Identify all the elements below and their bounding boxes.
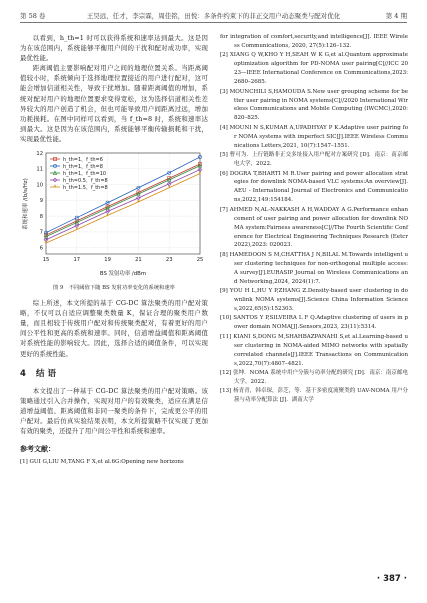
legend-item xyxy=(50,157,103,163)
header-volume: 第 58 卷 xyxy=(20,12,46,20)
data-point: * xyxy=(136,199,140,206)
body-paragraph: 以看到，h_th=1 时可以获得系统和速率达到最大。这是因为在该范围内，系统能够平衡用户间的干扰和配对成功率，实现最优性能。 xyxy=(20,34,208,63)
y-tick-label: 10 xyxy=(36,182,43,189)
x-tick-label: 25 xyxy=(196,257,204,264)
reference-item: [9] YOU H L,HU Y P,ZHANG Z.Density-based user clustering in downlink NOMA systems[J].Science China Information Sciences,2022,65(5):152303. xyxy=(220,288,408,312)
reference-item: [1] GUI G,LIU M,TANG F X,et al.6G:Opening new horizons xyxy=(20,459,184,466)
y-tick-label: 6 xyxy=(39,245,43,252)
legend-label: h_th=1，f_th=10 xyxy=(63,170,107,177)
reference-item: [8] HAMEDOON S M,CHATTHA J N,BILAL M.Towards intelligent user clustering techniques for non-orthogonal multiple access:A survey[J].EURASIP Journal on Wireless Communications and Networking,2024, 2024(1):7. xyxy=(220,251,408,285)
legend-label: h_th=1.5，f_th=8 xyxy=(63,184,108,191)
data-point: * xyxy=(198,171,202,178)
page-number: · 387 · xyxy=(376,574,407,584)
reference-item: [11] KIANI S,DONG M,SHAHBAZPANAHI S,et al.Learning-based user clustering in NOMA-aided MIMO networks with spatially correlated channels[J].IEEE Transactions on Communications,2022,70(7):4807–4821. xyxy=(220,333,408,367)
right-column xyxy=(220,33,408,405)
section-heading xyxy=(20,368,208,380)
legend-label: h_th=1，f_th=6 xyxy=(63,156,103,163)
reference-item: [2] XIANG Q W,KHO Y H,SEAH W K G,et al.Quantum approximate optimization algorithm for PD-NOMA user pairing[C]//ICC 2023—IEEE International Conference on Communications,2023:2680–2685. xyxy=(220,52,408,86)
y-tick-label: 9 xyxy=(39,198,43,205)
header-title: 王昊远，任才，李宗霖，周佳铭，田悦：多条件约束下的非正交用户动态聚类与配对优化 xyxy=(86,12,341,20)
reference-item: [3] MOUNCHILI S,HAMOUDA S.New user grouping scheme for better user pairing in NOMA systems[C]//2020 International Wireless Communications and Mobile Computing (IWCMC),2020:820–825. xyxy=(220,88,408,122)
data-point: * xyxy=(44,240,48,247)
reference-item: [7] AHMED N,AL-NAKKASH A H,WADDAY A G.Performance enhancement of user pairing and power allocation for downlink NOMA system:Fairness awareness[C]//The Fourth Scientific Conference for Electrical Engineering Techniques Research (Eetcr2022),2023: 020023. xyxy=(220,206,408,249)
legend-label: h_th=1，f_th=8 xyxy=(63,163,103,170)
legend-item xyxy=(50,185,108,191)
data-point: * xyxy=(53,185,57,192)
x-tick-label: 17 xyxy=(73,257,81,264)
reference-item: [4] MOUNI N S,KUMAR A,UPADHYAY P K.Adaptive user pairing for NOMA systems with imperfect SIC[J].IEEE Wireless Communications Letters,2021, 10(7):1547–1551. xyxy=(220,124,408,149)
y-tick-label: 12 xyxy=(36,150,43,157)
figure-caption: 图 9 不同阈值下随 BS 发射功率变化的系统和速率 xyxy=(53,285,175,292)
y-tick-label: 7 xyxy=(39,229,43,236)
header-issue: 第 4 期 xyxy=(385,12,407,20)
chart-ticks xyxy=(36,151,203,263)
reference-item: [12] 张坤．NOMA 系统中用户分簇与功率分配的研究 [D]．南京：南京邮电大学，2022. xyxy=(220,370,408,385)
legend-label: h_th=0.5，f_th=8 xyxy=(63,177,108,184)
figure-9 xyxy=(20,148,208,282)
reference-item: [6] DOGRA T,BHARTI M R.User pairing and power allocation strategies for downlink NOMA-based VLC systems:An overview[J].AEU - International Journal of Electronics and Communications,2022,149:154184. xyxy=(220,170,408,204)
section-title: 结 语 xyxy=(36,368,56,379)
chart-legend xyxy=(50,157,108,191)
body-paragraph: 距离阈值主要影响配对用户之间的地理位置关系。当距离阈值较小时，系统倾向于选择地理位置接近的用户进行配对，这可能会增加信道相关性，导致干扰增加。随着距离阈值的增加，系统对配对用户的地理位置要求变得宽松，这为选择信道相关性差异较大的用户创造了机会，但也可能导致用户间距离过远，增加功耗损耗。在图中同样可以看到，当 f_th=8 时，系统和速率达到最大。这是因为在该范围内，系统能够平衡传输损耗和干扰，实现最优性能。 xyxy=(20,64,208,143)
body-paragraph: 本文提出了一种基于 CG-DC 算法聚类的用户配对策略。该策略通过引入合并操作，实现对用户的有效聚类，适应在满足信道增益阈值、距离阈值和非同一聚类的条件下，完成更公平的用户配对。最后仿真实验结果表明，本文所提策略不仅实现了更加有效的聚类，还提升了用户间公平性和系统和速率。 xyxy=(20,386,208,435)
x-tick-label: 21 xyxy=(135,257,142,264)
legend-item xyxy=(50,178,108,184)
y-tick-label: 8 xyxy=(39,213,43,220)
data-point: * xyxy=(75,227,79,234)
data-point: * xyxy=(167,185,171,192)
legend-item xyxy=(50,171,106,177)
reference-item: [10] SANTOS Y P,SILVEIRA L F Q.Adaptive clustering of users in power domain NOMA[J].Sensors,2023, 23(11):5314. xyxy=(220,315,408,331)
section-number: 4 xyxy=(20,368,26,379)
x-tick-label: 19 xyxy=(104,257,111,264)
running-header xyxy=(20,10,407,23)
data-point: * xyxy=(106,213,110,220)
y-axis-label: 系统和速率 /(b/s/Hz) xyxy=(23,178,29,230)
y-tick-label: 11 xyxy=(36,166,43,173)
reference-item: for integration of comfort,security,and intelligence[J]. IEEE Wireless Communications, 2020, 27(5):126–132. xyxy=(220,34,408,49)
references-heading: 参考文献： xyxy=(20,445,55,454)
reference-item: [13] 杨青青，韩卓琛，彭芝，等．基于多密度流聚类的 UAV-NOMA 用户分簇与功率分配算法 [J]．湖南大学 xyxy=(220,388,408,404)
left-column xyxy=(20,33,208,467)
x-tick-label: 23 xyxy=(165,257,173,264)
reference-item: [5] 曹可为．上行链路非正交多址接入用户配对方案研究 [D]．南京：南京邮电大学，2022. xyxy=(220,152,408,168)
x-tick-label: 15 xyxy=(42,257,50,264)
x-axis-label: BS 发射功率 /dBm xyxy=(99,271,147,278)
body-paragraph: 综上所述，本文所提的基于 CG-DC 算法聚类的用户配对策略，不仅可以自适应调整聚类数量 K，保证合理的聚类用户数量，而且相较于传统用户配对和传统聚类配对，有着更好的用户间公平性和更高的系统和速率。同时，信道增益阈值和距离阈值对系统性能的影响较大。因此，选择合适的阈值条件，可以实现更好的系统性能。 xyxy=(20,299,208,358)
line-chart xyxy=(20,148,208,282)
